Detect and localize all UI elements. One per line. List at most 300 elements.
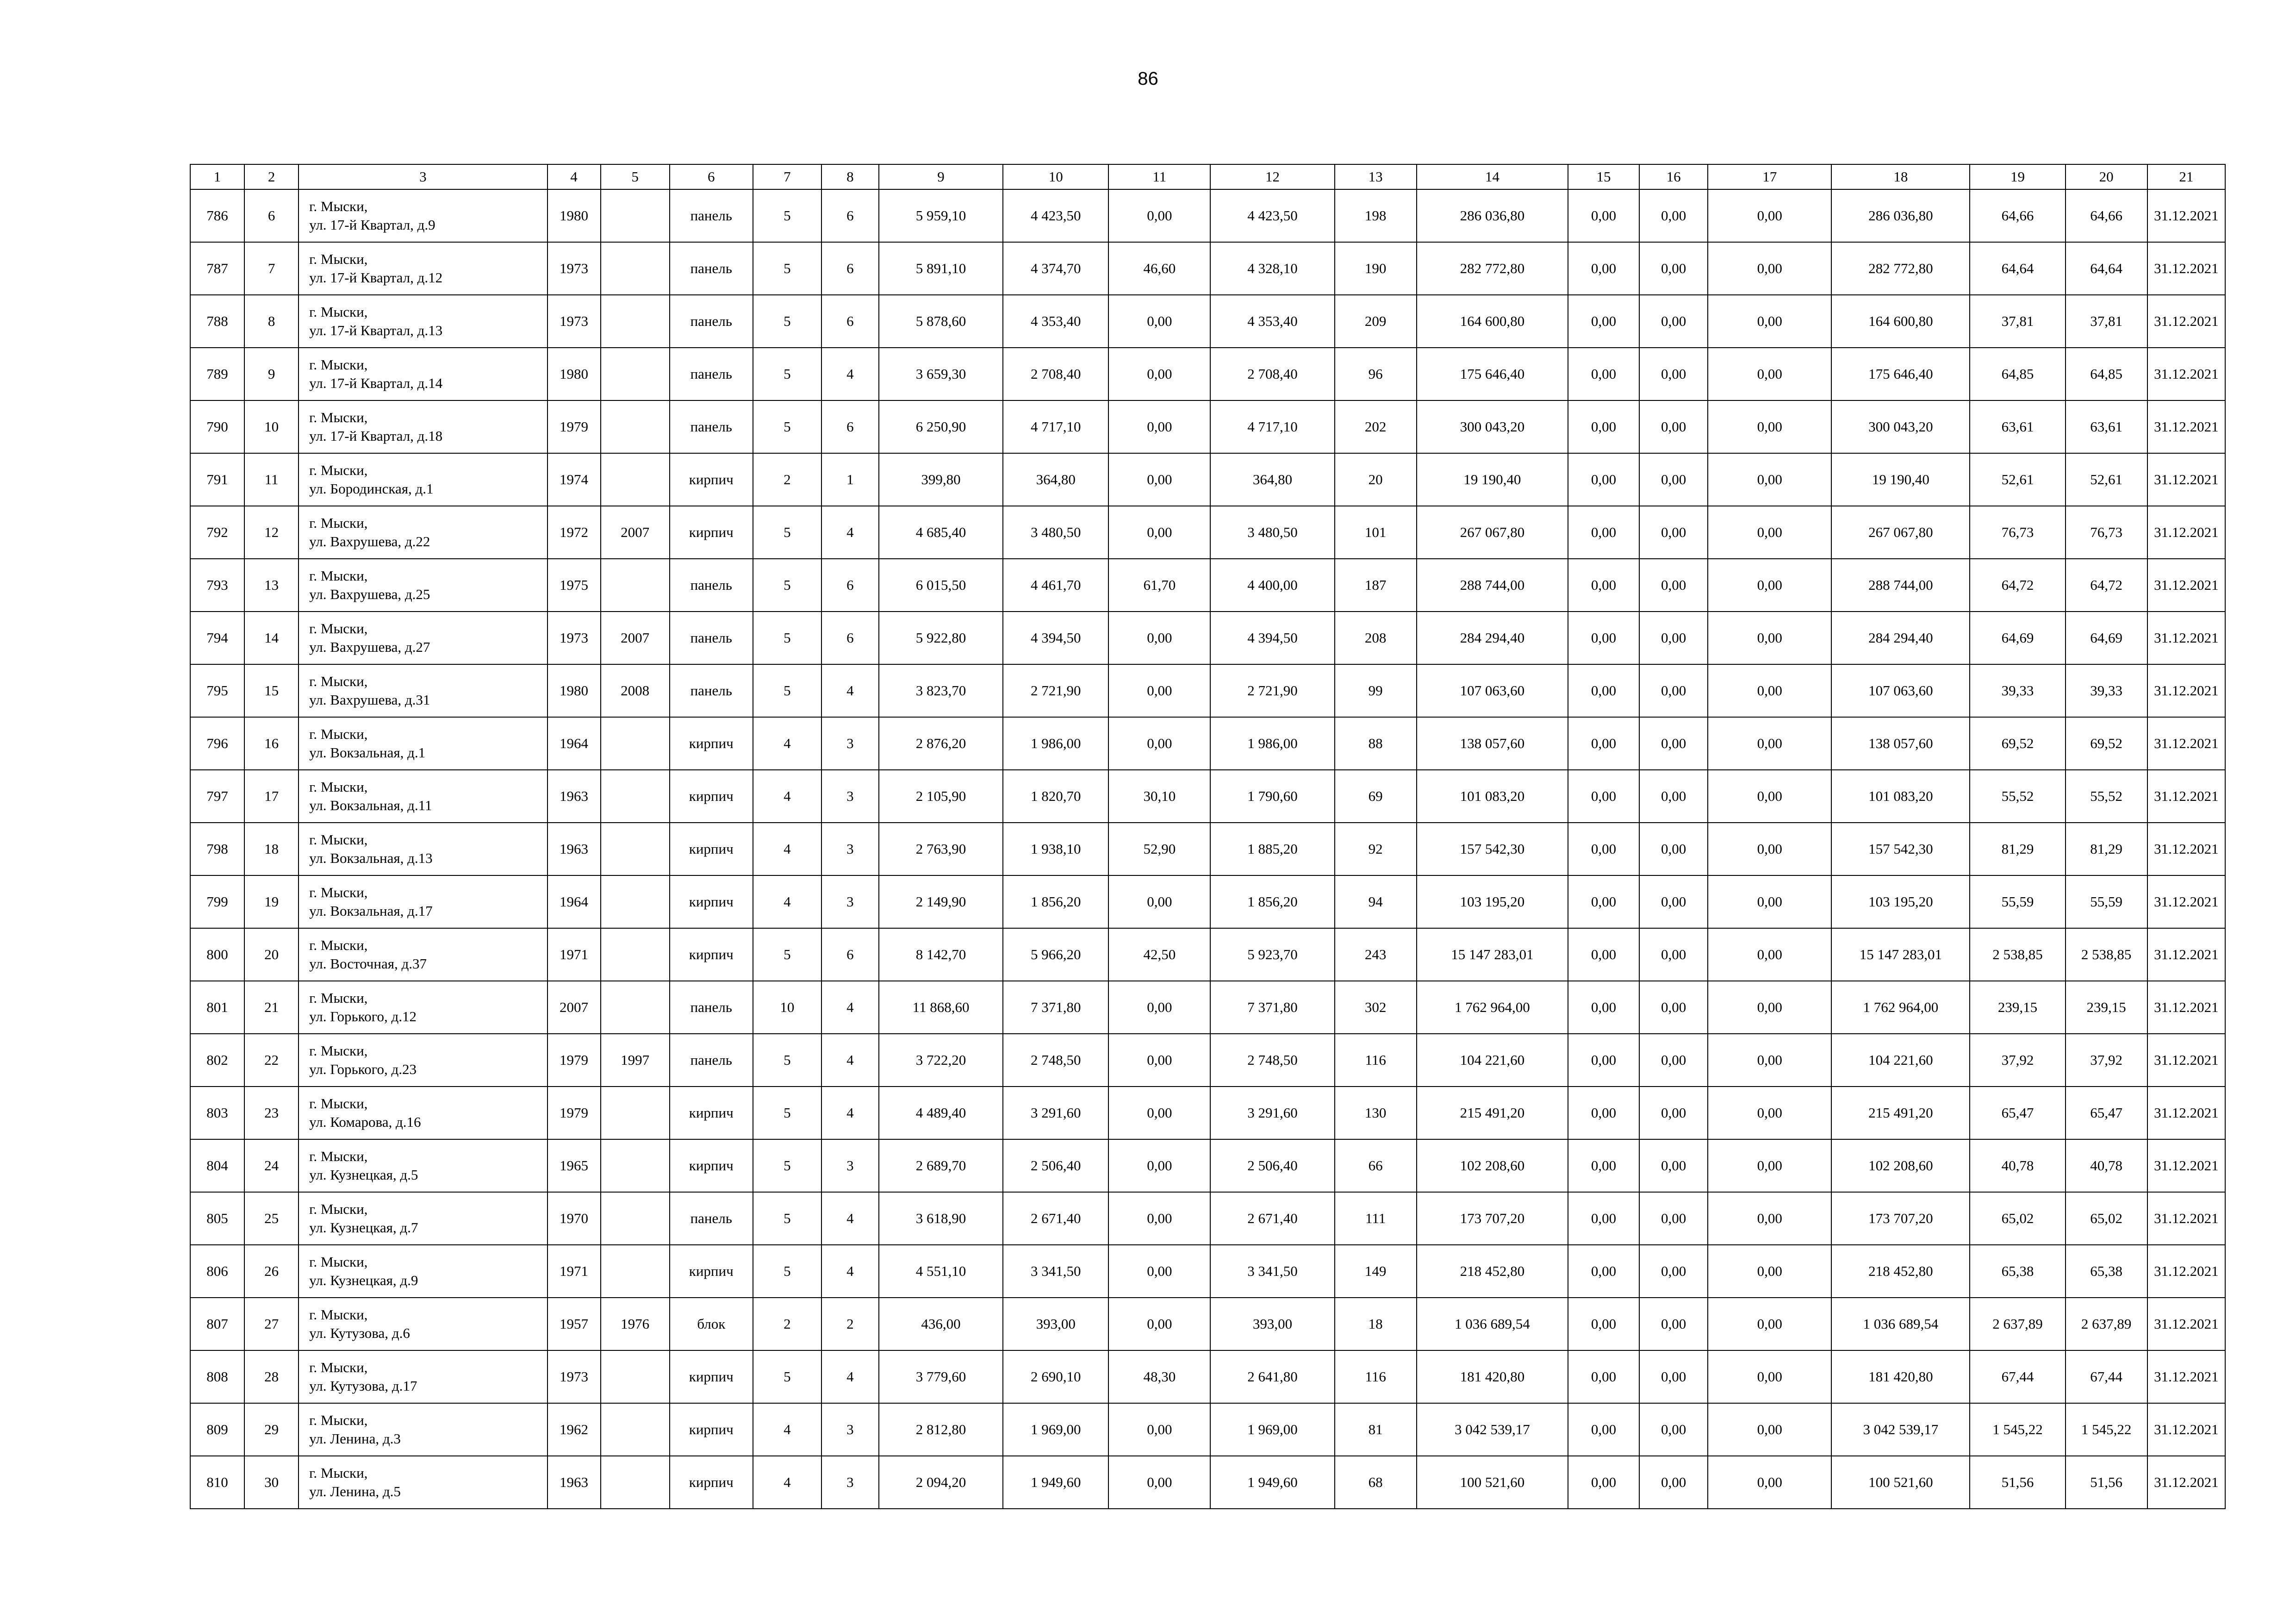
table-cell: 808 <box>190 1350 244 1403</box>
table-cell: 31.12.2021 <box>2147 559 2225 612</box>
table-cell: 164 600,80 <box>1831 295 1970 348</box>
table-cell: 0,00 <box>1108 1034 1210 1087</box>
table-cell: 100 521,60 <box>1417 1456 1568 1509</box>
table-cell: 0,00 <box>1568 928 1639 981</box>
table-cell: 436,00 <box>879 1298 1003 1350</box>
address-city: г. Мыски, <box>309 409 368 425</box>
table-cell: 92 <box>1335 823 1417 875</box>
table-cell <box>601 295 670 348</box>
table-cell: 5 <box>753 1139 821 1192</box>
table-cell: 18 <box>244 823 299 875</box>
table-cell: 31.12.2021 <box>2147 1456 2225 1509</box>
table-cell: 804 <box>190 1139 244 1192</box>
table-cell <box>601 1139 670 1192</box>
table-cell: 787 <box>190 242 244 295</box>
table-cell: 2 105,90 <box>879 770 1003 823</box>
table-cell <box>601 400 670 453</box>
table-cell: 1 036 689,54 <box>1831 1298 1970 1350</box>
address-street: ул. Вахрушева, д.25 <box>309 586 430 602</box>
table-cell: 2 708,40 <box>1210 348 1334 400</box>
address-city: г. Мыски, <box>309 1254 368 1270</box>
table-cell <box>601 770 670 823</box>
table-cell: 0,00 <box>1639 770 1708 823</box>
table-cell: 4 <box>753 770 821 823</box>
table-cell: 0,00 <box>1568 1350 1639 1403</box>
table-cell: 4 <box>821 1087 879 1139</box>
table-cell: 2 812,80 <box>879 1403 1003 1456</box>
table-cell: 0,00 <box>1708 189 1831 242</box>
address-cell <box>299 453 547 506</box>
table-cell: 1971 <box>548 1245 601 1298</box>
address-city: г. Мыски, <box>309 356 368 373</box>
table-cell: 288 744,00 <box>1417 559 1568 612</box>
table-cell: 0,00 <box>1108 1087 1210 1139</box>
table-cell <box>601 928 670 981</box>
table-cell: 218 452,80 <box>1831 1245 1970 1298</box>
table-cell: 5 <box>753 1087 821 1139</box>
table-cell: 37,81 <box>2066 295 2147 348</box>
table-cell: 6 <box>821 189 879 242</box>
table-cell: 64,66 <box>2066 189 2147 242</box>
table-row <box>190 242 2225 295</box>
address-city: г. Мыски, <box>309 198 368 214</box>
table-cell: 25 <box>244 1192 299 1245</box>
table-cell: 2007 <box>548 981 601 1034</box>
table-cell: 104 221,60 <box>1831 1034 1970 1087</box>
address-street: ул. 17-й Квартал, д.9 <box>309 217 436 233</box>
table-cell: кирпич <box>670 770 753 823</box>
table-row <box>190 770 2225 823</box>
address-city: г. Мыски, <box>309 462 368 478</box>
address-street: ул. 17-й Квартал, д.13 <box>309 322 443 338</box>
table-cell: 66 <box>1335 1139 1417 1192</box>
table-header <box>190 164 2225 189</box>
table-row <box>190 1245 2225 1298</box>
table-cell: 1972 <box>548 506 601 559</box>
table-cell: 65,02 <box>2066 1192 2147 1245</box>
table-cell: 239,15 <box>1970 981 2065 1034</box>
table-cell: 0,00 <box>1639 295 1708 348</box>
table-cell: 794 <box>190 612 244 664</box>
table-cell: 65,38 <box>1970 1245 2065 1298</box>
table-cell: 1 986,00 <box>1210 717 1334 770</box>
table-cell: 116 <box>1335 1034 1417 1087</box>
table-cell: 5 <box>753 295 821 348</box>
table-cell: 1997 <box>601 1034 670 1087</box>
table-cell: 0,00 <box>1108 717 1210 770</box>
table-cell: 4 <box>821 1034 879 1087</box>
table-cell: 0,00 <box>1708 612 1831 664</box>
table-cell: 810 <box>190 1456 244 1509</box>
table-cell: 181 420,80 <box>1417 1350 1568 1403</box>
table-cell: 107 063,60 <box>1417 664 1568 717</box>
table-cell: 51,56 <box>1970 1456 2065 1509</box>
table-cell: 0,00 <box>1639 348 1708 400</box>
table-cell: кирпич <box>670 1245 753 1298</box>
table-cell: 302 <box>1335 981 1417 1034</box>
table-cell: 175 646,40 <box>1831 348 1970 400</box>
table-cell: 800 <box>190 928 244 981</box>
table-cell: 138 057,60 <box>1417 717 1568 770</box>
column-header: 4 <box>548 164 601 189</box>
address-cell <box>299 348 547 400</box>
table-cell: 2 641,80 <box>1210 1350 1334 1403</box>
table-cell <box>601 1192 670 1245</box>
table-cell: 1976 <box>601 1298 670 1350</box>
table-cell: кирпич <box>670 823 753 875</box>
table-cell: 1 969,00 <box>1210 1403 1334 1456</box>
table-cell: 55,52 <box>1970 770 2065 823</box>
table-cell: 64,69 <box>1970 612 2065 664</box>
table-cell: 4 <box>753 875 821 928</box>
table-cell: 4 353,40 <box>1003 295 1108 348</box>
table-cell: 64,72 <box>1970 559 2065 612</box>
table-cell: 68 <box>1335 1456 1417 1509</box>
table-row <box>190 1456 2225 1509</box>
table-cell: 69,52 <box>1970 717 2065 770</box>
table-cell: 2 721,90 <box>1003 664 1108 717</box>
address-street: ул. Вахрушева, д.27 <box>309 639 430 655</box>
table-cell: 3 042 539,17 <box>1417 1403 1568 1456</box>
table-cell: 198 <box>1335 189 1417 242</box>
table-cell: 0,00 <box>1639 400 1708 453</box>
table-cell: 0,00 <box>1639 875 1708 928</box>
table-cell: 2 538,85 <box>2066 928 2147 981</box>
table-cell: 64,85 <box>2066 348 2147 400</box>
table-cell: 4 <box>753 1403 821 1456</box>
address-street: ул. Горького, д.12 <box>309 1008 417 1024</box>
table-cell: 4 353,40 <box>1210 295 1334 348</box>
table-cell: 149 <box>1335 1245 1417 1298</box>
address-street: ул. Горького, д.23 <box>309 1061 417 1077</box>
table-cell: 37,92 <box>1970 1034 2065 1087</box>
table-cell: 1 949,60 <box>1003 1456 1108 1509</box>
table-cell: 48,30 <box>1108 1350 1210 1403</box>
address-city: г. Мыски, <box>309 620 368 637</box>
table-cell: 1979 <box>548 400 601 453</box>
address-street: ул. Вокзальная, д.1 <box>309 744 426 761</box>
table-cell: блок <box>670 1298 753 1350</box>
table-row <box>190 612 2225 664</box>
table-cell: 807 <box>190 1298 244 1350</box>
table-cell: 3 <box>821 1139 879 1192</box>
table-cell: 29 <box>244 1403 299 1456</box>
table-cell: 10 <box>244 400 299 453</box>
table-cell: 801 <box>190 981 244 1034</box>
table-cell: 64,66 <box>1970 189 2065 242</box>
address-city: г. Мыски, <box>309 884 368 900</box>
table-cell: 0,00 <box>1568 1034 1639 1087</box>
address-cell <box>299 295 547 348</box>
table-cell: 51,56 <box>2066 1456 2147 1509</box>
table-cell: 6 <box>821 242 879 295</box>
table-cell: 286 036,80 <box>1417 189 1568 242</box>
table-cell: 0,00 <box>1708 823 1831 875</box>
table-cell: 3 <box>821 770 879 823</box>
table-cell: 65,47 <box>2066 1087 2147 1139</box>
table-cell: 798 <box>190 823 244 875</box>
table-cell: 2008 <box>601 664 670 717</box>
table-cell: 4 <box>753 1456 821 1509</box>
table-cell: 20 <box>244 928 299 981</box>
table-cell: 61,70 <box>1108 559 1210 612</box>
table-cell: 797 <box>190 770 244 823</box>
table-cell: 26 <box>244 1245 299 1298</box>
address-cell <box>299 1087 547 1139</box>
table-cell: 1963 <box>548 770 601 823</box>
table-cell: 63,61 <box>2066 400 2147 453</box>
table-cell: 0,00 <box>1639 453 1708 506</box>
table-cell: 215 491,20 <box>1831 1087 1970 1139</box>
table-cell: 4 <box>821 348 879 400</box>
table-cell: 0,00 <box>1108 1139 1210 1192</box>
table-cell: 0,00 <box>1639 189 1708 242</box>
table-cell: 1 949,60 <box>1210 1456 1334 1509</box>
table-cell: 31.12.2021 <box>2147 400 2225 453</box>
table-cell: 1 986,00 <box>1003 717 1108 770</box>
table-cell: 175 646,40 <box>1417 348 1568 400</box>
table-cell: 0,00 <box>1639 981 1708 1034</box>
table-cell: 0,00 <box>1108 453 1210 506</box>
address-city: г. Мыски, <box>309 1095 368 1112</box>
table-cell: 130 <box>1335 1087 1417 1139</box>
table-cell: 2 <box>753 453 821 506</box>
table-cell: 0,00 <box>1708 875 1831 928</box>
table-cell: 15 147 283,01 <box>1831 928 1970 981</box>
column-header: 15 <box>1568 164 1639 189</box>
table-cell: 1 545,22 <box>2066 1403 2147 1456</box>
table-cell: 23 <box>244 1087 299 1139</box>
table-cell: 157 542,30 <box>1417 823 1568 875</box>
address-street: ул. Вахрушева, д.31 <box>309 692 430 708</box>
table-cell: 2 748,50 <box>1003 1034 1108 1087</box>
address-street: ул. Кутузова, д.17 <box>309 1378 417 1394</box>
table-cell: 31.12.2021 <box>2147 612 2225 664</box>
table-cell: панель <box>670 559 753 612</box>
table-cell: 1973 <box>548 295 601 348</box>
table-cell: 18 <box>1335 1298 1417 1350</box>
table-cell: 0,00 <box>1708 1192 1831 1245</box>
table-cell: 4 717,10 <box>1003 400 1108 453</box>
table-cell <box>601 559 670 612</box>
table-cell: 2 506,40 <box>1210 1139 1334 1192</box>
table-cell: кирпич <box>670 1139 753 1192</box>
table-cell: 0,00 <box>1708 770 1831 823</box>
table-cell: 7 371,80 <box>1210 981 1334 1034</box>
table-cell: 284 294,40 <box>1831 612 1970 664</box>
table-cell: 267 067,80 <box>1831 506 1970 559</box>
table-cell <box>601 981 670 1034</box>
table-cell: 4 461,70 <box>1003 559 1108 612</box>
table-cell: 17 <box>244 770 299 823</box>
table-cell: 116 <box>1335 1350 1417 1403</box>
table-cell: панель <box>670 1192 753 1245</box>
table-cell: 67,44 <box>2066 1350 2147 1403</box>
table-cell: 104 221,60 <box>1417 1034 1568 1087</box>
table-cell: 30 <box>244 1456 299 1509</box>
table-cell: 0,00 <box>1708 928 1831 981</box>
table-cell <box>601 453 670 506</box>
table-cell: 4 <box>821 664 879 717</box>
table-cell: 3 823,70 <box>879 664 1003 717</box>
table-cell: 300 043,20 <box>1831 400 1970 453</box>
table-cell: 4 <box>821 1350 879 1403</box>
table-cell: 11 <box>244 453 299 506</box>
table-cell: 1973 <box>548 612 601 664</box>
table-cell: 65,47 <box>1970 1087 2065 1139</box>
table-cell: 3 291,60 <box>1210 1087 1334 1139</box>
table-cell <box>601 1350 670 1403</box>
table-cell <box>601 348 670 400</box>
table-cell: 76,73 <box>1970 506 2065 559</box>
table-cell: 1980 <box>548 664 601 717</box>
table-cell: панель <box>670 664 753 717</box>
table-cell: 9 <box>244 348 299 400</box>
column-header: 17 <box>1708 164 1831 189</box>
table-cell: 19 190,40 <box>1831 453 1970 506</box>
address-cell <box>299 928 547 981</box>
table-cell: панель <box>670 612 753 664</box>
table-cell: 1964 <box>548 717 601 770</box>
table-cell: 173 707,20 <box>1831 1192 1970 1245</box>
table-cell: 805 <box>190 1192 244 1245</box>
table-cell: 3 480,50 <box>1210 506 1334 559</box>
table-cell: 1 762 964,00 <box>1417 981 1568 1034</box>
table-cell: 31.12.2021 <box>2147 242 2225 295</box>
table-cell: 3 779,60 <box>879 1350 1003 1403</box>
table-cell: 0,00 <box>1568 1456 1639 1509</box>
address-cell <box>299 1456 547 1509</box>
table-cell: 0,00 <box>1108 348 1210 400</box>
column-header: 7 <box>753 164 821 189</box>
table-cell: 786 <box>190 189 244 242</box>
table-cell: 4 328,10 <box>1210 242 1334 295</box>
table-cell: 55,59 <box>1970 875 2065 928</box>
table-cell: 111 <box>1335 1192 1417 1245</box>
table-cell: 5 922,80 <box>879 612 1003 664</box>
table-cell: 0,00 <box>1708 1087 1831 1139</box>
table-row <box>190 1350 2225 1403</box>
table-cell: 0,00 <box>1108 506 1210 559</box>
table-cell: 31.12.2021 <box>2147 1403 2225 1456</box>
table-cell: 190 <box>1335 242 1417 295</box>
address-street: ул. Кузнецкая, д.5 <box>309 1167 418 1183</box>
address-city: г. Мыски, <box>309 779 368 795</box>
table-cell: 1 <box>821 453 879 506</box>
housing-table <box>190 164 2226 1509</box>
table-cell: 2 637,89 <box>1970 1298 2065 1350</box>
table-cell: 21 <box>244 981 299 1034</box>
address-street: ул. 17-й Квартал, д.14 <box>309 375 443 391</box>
address-cell <box>299 1245 547 1298</box>
table-cell: 0,00 <box>1708 242 1831 295</box>
table-row <box>190 1087 2225 1139</box>
table-cell: 31.12.2021 <box>2147 770 2225 823</box>
table-cell: 799 <box>190 875 244 928</box>
table-cell: 2007 <box>601 612 670 664</box>
table-cell: 31.12.2021 <box>2147 1245 2225 1298</box>
table-cell: 393,00 <box>1210 1298 1334 1350</box>
table-cell: 5 878,60 <box>879 295 1003 348</box>
table-cell: 796 <box>190 717 244 770</box>
column-header: 18 <box>1831 164 1970 189</box>
column-header: 14 <box>1417 164 1568 189</box>
table-cell: 31.12.2021 <box>2147 506 2225 559</box>
table-cell: 107 063,60 <box>1831 664 1970 717</box>
table-cell: 2 637,89 <box>2066 1298 2147 1350</box>
table-cell: 5 <box>753 612 821 664</box>
address-city: г. Мыски, <box>309 515 368 531</box>
table-cell: 3 <box>821 875 879 928</box>
table-cell: 4 423,50 <box>1003 189 1108 242</box>
table-cell: 1 938,10 <box>1003 823 1108 875</box>
table-row <box>190 823 2225 875</box>
table-cell: 3 <box>821 823 879 875</box>
table-cell: 102 208,60 <box>1831 1139 1970 1192</box>
table-cell: 4 551,10 <box>879 1245 1003 1298</box>
table-row <box>190 1298 2225 1350</box>
table-cell: 4 <box>753 823 821 875</box>
table-body <box>190 189 2225 1509</box>
table-cell: 0,00 <box>1708 559 1831 612</box>
table-cell: 0,00 <box>1639 1245 1708 1298</box>
table-cell: 173 707,20 <box>1417 1192 1568 1245</box>
table-cell: 22 <box>244 1034 299 1087</box>
table-cell: 2 689,70 <box>879 1139 1003 1192</box>
address-street: ул. Кузнецкая, д.7 <box>309 1219 418 1236</box>
table-cell: 69 <box>1335 770 1417 823</box>
table-cell: 1 820,70 <box>1003 770 1108 823</box>
table-cell: 81,29 <box>1970 823 2065 875</box>
column-header: 19 <box>1970 164 2065 189</box>
table-cell: 1 856,20 <box>1210 875 1334 928</box>
address-cell <box>299 189 547 242</box>
table-cell: 4 489,40 <box>879 1087 1003 1139</box>
table-cell: 0,00 <box>1639 1350 1708 1403</box>
table-cell: 0,00 <box>1708 400 1831 453</box>
table-cell: 2 538,85 <box>1970 928 2065 981</box>
table-cell: 0,00 <box>1708 717 1831 770</box>
table-cell: 42,50 <box>1108 928 1210 981</box>
table-cell <box>601 189 670 242</box>
table-cell: 1970 <box>548 1192 601 1245</box>
address-cell <box>299 875 547 928</box>
table-cell: 31.12.2021 <box>2147 1034 2225 1087</box>
table-cell: 364,80 <box>1003 453 1108 506</box>
address-street: ул. Бородинская, д.1 <box>309 481 434 497</box>
table-cell: 0,00 <box>1108 1403 1210 1456</box>
table-cell: 20 <box>1335 453 1417 506</box>
table-cell: 0,00 <box>1708 1350 1831 1403</box>
table-cell: 0,00 <box>1639 928 1708 981</box>
table-cell: панель <box>670 242 753 295</box>
table-cell: 101 083,20 <box>1831 770 1970 823</box>
table-row <box>190 928 2225 981</box>
address-cell <box>299 1403 547 1456</box>
table-cell: 31.12.2021 <box>2147 1298 2225 1350</box>
table-cell <box>601 1245 670 1298</box>
table-cell: 102 208,60 <box>1417 1139 1568 1192</box>
table-cell: 1963 <box>548 1456 601 1509</box>
table-cell: 0,00 <box>1108 981 1210 1034</box>
table-cell: 1962 <box>548 1403 601 1456</box>
table-cell: 1 969,00 <box>1003 1403 1108 1456</box>
table-cell: 64,64 <box>1970 242 2065 295</box>
table-cell: 5 <box>753 559 821 612</box>
address-city: г. Мыски, <box>309 1306 368 1323</box>
table-cell: 1957 <box>548 1298 601 1350</box>
table-cell: 3 042 539,17 <box>1831 1403 1970 1456</box>
